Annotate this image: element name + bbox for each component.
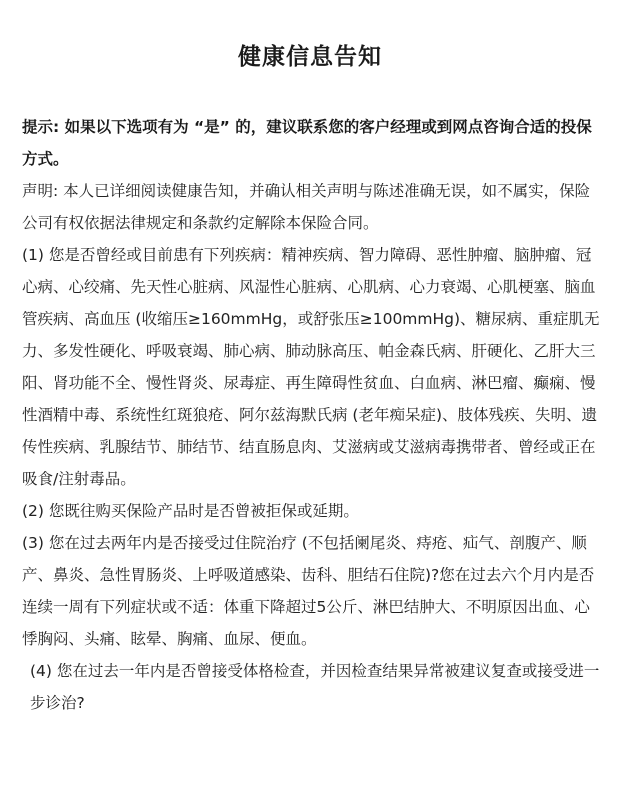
- question-item-3: (3) 您在过去两年内是否接受过住院治疗 (不包括阑尾炎、痔疮、疝气、剖腹产、顺产、鼻炎、急性胃肠炎、上呼吸道感染、齿科、胆结石住院)?您在过去六个月内是否连续一周有下列症状或不适：体重下降超过5公斤、淋巴结肿大、不明原因出血、心悸胸闷、头痛、眩晕、胸痛、血尿、便血。: [22, 534, 595, 648]
- hint-paragraph: 提示: 如果以下选项有为 “是” 的，建议联系您的客户经理或到网点咨询合适的投保方式。: [22, 118, 592, 168]
- question-item-2: (2) 您既往购买保险产品时是否曾被拒保或延期。: [22, 502, 359, 520]
- question-item-4: (4) 您在过去一年内是否曾接受体格检查，并因检查结果异常被建议复查或接受进一步诊治?: [30, 662, 600, 712]
- question-item-1: (1) 您是否曾经或目前患有下列疾病：精神疾病、智力障碍、恶性肿瘤、脑肿瘤、冠心病、心绞痛、先天性心脏病、风湿性心脏病、心肌病、心力衰竭、心肌梗塞、脑血管疾病、高血压 (收缩压≥160mmHg，或舒张压≥100mmHg)、糖尿病、重症肌无力、多发性硬化、呼吸衰竭、肺心病、肺动脉高压、帕金森氏病、肝硬化、乙肝大三阳、肾功能不全、慢性肾炎、尿毒症、再生障碍性贫血、白血病、淋巴瘤、癫痫、慢性酒精中毒、系统性红斑狼疮、阿尔兹海默氏病 (老年痴呆症)、肢体残疾、失明、遗传性疾病、乳腺结节、肺结节、结直肠息肉、艾滋病或艾滋病毒携带者、曾经或正在吸食/注射毒品。: [22, 246, 600, 488]
- notice-content: [22, 111, 600, 719]
- declaration-paragraph: 声明: 本人已详细阅读健康告知，并确认相关声明与陈述准确无误，如不属实，保险公司有权依据法律规定和条款约定解除本保险合同。: [22, 182, 591, 232]
- page-title: 健康信息告知: [238, 44, 382, 70]
